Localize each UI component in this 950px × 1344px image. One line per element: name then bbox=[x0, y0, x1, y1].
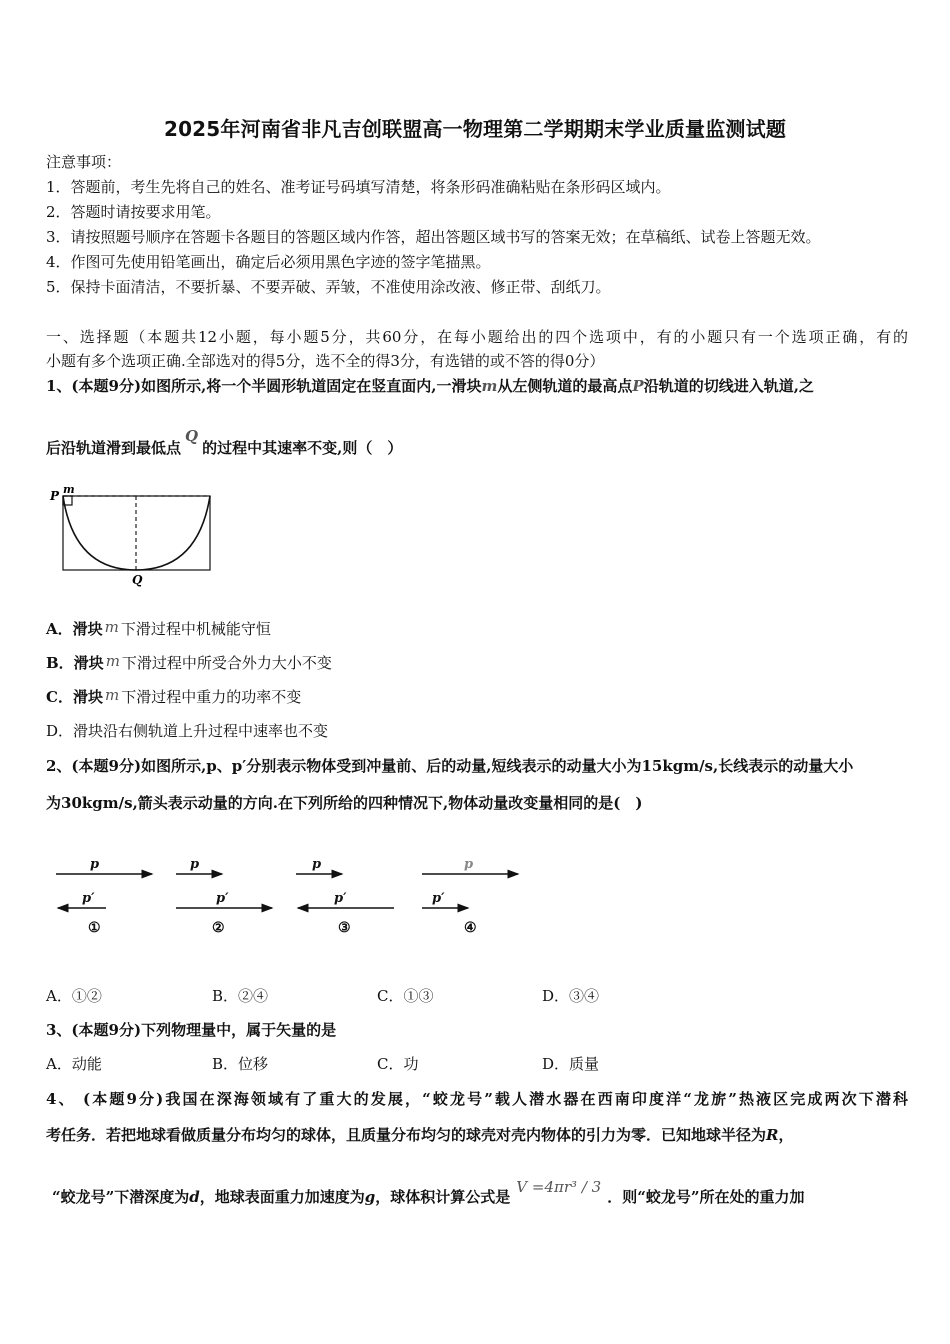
q1-option-c-var-m: m bbox=[104, 686, 120, 704]
q1-figure-label-m: m bbox=[63, 484, 75, 496]
q1-stem-line1 bbox=[46, 376, 814, 396]
q1-option-b-var-m: m bbox=[105, 652, 120, 670]
section-instructions-line2: 小题有多个选项正确.全部选对的得5分，选不全的得3分，有选错的或不答的得0分） bbox=[46, 352, 605, 370]
notice-heading: 注意事项： bbox=[46, 153, 122, 171]
q4-stem-line3 bbox=[52, 1178, 805, 1207]
q3-option-d: D．质量 bbox=[542, 1055, 600, 1073]
q1-text: 沿轨道的切线进入轨道,之 bbox=[643, 377, 814, 395]
q2-fig3-pprime-label: p′ bbox=[334, 891, 347, 906]
q4-text: 考任务．若把地球看做质量分布均匀的球体，且质量分布均匀的球壳对壳内物体的引力为零．已知地球半径为 bbox=[46, 1126, 767, 1144]
q4-text: ，球体积计算公式是 bbox=[375, 1188, 511, 1206]
q4-text: ．则“蛟龙号”所在处的重力加 bbox=[607, 1188, 805, 1206]
q1-text: 1、(本题9分)如图所示,将一个半圆形轨道固定在竖直面内,一滑块 bbox=[46, 377, 482, 395]
q1-text: 后沿轨道滑到最低点 bbox=[46, 439, 182, 457]
q2-stem-line1 bbox=[46, 756, 853, 776]
notice-item: 3．请按照题号顺序在答题卡各题目的答题区域内作答，超出答题区域书写的答案无效；在草稿纸、试卷上答题无效。 bbox=[46, 228, 821, 246]
q1-option-c-text: C．滑块 bbox=[46, 688, 103, 706]
q2-long-momentum: 30kgm/s bbox=[61, 794, 133, 812]
q1-option-c bbox=[46, 687, 301, 707]
q3-stem: 3、(本题9分)下列物理量中，属于矢量的是 bbox=[46, 1021, 337, 1039]
q2-fig3-p-label: p bbox=[312, 857, 322, 872]
q2-fig2-number: ② bbox=[212, 920, 225, 936]
q4-text: ， bbox=[778, 1126, 794, 1144]
q2-text: ,箭头表示动量的方向.在下列所给的四种情况下,物体动量改变量相同的是( ) bbox=[132, 794, 643, 812]
notice-item: 4．作图可先使用铅笔画出，确定后必须用黑色字迹的签字笔描黑。 bbox=[46, 253, 491, 271]
q2-stem-line2 bbox=[46, 793, 642, 813]
page-title: 2025年河南省非凡吉创联盟高一物理第二学期期末学业质量监测试题 bbox=[163, 117, 787, 141]
q1-figure-label-p: P bbox=[50, 489, 60, 503]
q2-text: ,长线表示的动量大小 bbox=[713, 757, 854, 775]
q1-option-b bbox=[46, 653, 332, 673]
q1-option-c-text: 下滑过程中重力的功率不变 bbox=[121, 688, 302, 706]
q3-option-a: A．动能 bbox=[46, 1055, 102, 1073]
q2-short-momentum: 15kgm/s bbox=[641, 757, 714, 775]
q1-var-p: P bbox=[632, 377, 644, 395]
q2-fig4-pprime-label: p′ bbox=[432, 891, 445, 906]
q1-var-m: m bbox=[481, 377, 498, 395]
q1-option-a-text: A．滑块 bbox=[46, 620, 103, 638]
q2-fig1-p-label: p bbox=[90, 857, 100, 872]
notice-item: 1．答题前，考生先将自己的姓名、准考证号码填写清楚，将条形码准确粘贴在条形码区域内。 bbox=[46, 178, 671, 196]
section-instructions-line1: 一、选择题（本题共12小题，每小题5分，共60分，在每小题给出的四个选项中，有的小题只有一个选项正确，有的 bbox=[46, 328, 908, 346]
q2-text: 2、(本题9分)如图所示,p、p′分别表示物体受到冲量前、后的动量,短线表示的动量大小为 bbox=[46, 757, 642, 775]
q4-var-g: g bbox=[364, 1188, 376, 1206]
q4-stem-line2 bbox=[46, 1125, 794, 1145]
q1-option-a-text: 下滑过程中机械能守恒 bbox=[120, 620, 271, 638]
q2-fig4-p-label: p bbox=[464, 857, 474, 872]
q2-momentum-arrows-figure bbox=[46, 848, 526, 940]
q2-fig4-number: ④ bbox=[464, 920, 477, 936]
q2-option-b: B．②④ bbox=[212, 987, 269, 1005]
q1-option-b-text: B．滑块 bbox=[46, 654, 104, 672]
q2-fig3-number: ③ bbox=[338, 920, 351, 936]
notice-item: 2．答题时请按要求用笔。 bbox=[46, 203, 221, 221]
q3-option-b: B．位移 bbox=[212, 1055, 269, 1073]
q1-figure-label-q: Q bbox=[132, 573, 143, 587]
q2-fig2-p-label: p bbox=[190, 857, 200, 872]
q4-text: ，地球表面重力加速度为 bbox=[199, 1188, 365, 1206]
q4-text: “蛟龙号”下潜深度为 bbox=[52, 1188, 190, 1206]
q4-var-r: R bbox=[766, 1126, 779, 1144]
q1-semicircle-track-figure bbox=[46, 484, 218, 588]
q1-option-d: D．滑块沿右侧轨道上升过程中速率也不变 bbox=[46, 722, 329, 740]
q2-fig1-number: ① bbox=[88, 920, 101, 936]
q2-option-c: C．①③ bbox=[377, 987, 434, 1005]
q4-volume-formula: V =4πr³ / 3 bbox=[516, 1178, 602, 1196]
q2-fig2-pprime-label: p′ bbox=[216, 891, 229, 906]
q3-option-c: C．功 bbox=[377, 1055, 419, 1073]
q1-option-b-text: 下滑过程中所受合外力大小不变 bbox=[121, 654, 332, 672]
q2-option-a: A．①② bbox=[46, 987, 102, 1005]
q2-fig1-pprime-label: p′ bbox=[82, 891, 95, 906]
q1-option-a-var-m: m bbox=[104, 618, 119, 636]
q1-text: 的过程中其速率不变,则（ ） bbox=[202, 439, 403, 457]
q2-option-d: D．③④ bbox=[542, 987, 600, 1005]
q4-stem-line1: 4、 (本题9分)我国在深海领域有了重大的发展，“蛟龙号”载人潜水器在西南印度洋“龙旂”热液区完成两次下潜科 bbox=[46, 1090, 908, 1108]
notice-item: 5．保持卡面清洁，不要折暴、不要弄破、弄皱，不准使用涂改液、修正带、刮纸刀。 bbox=[46, 278, 611, 296]
q1-stem-line2 bbox=[46, 427, 403, 458]
q1-option-a bbox=[46, 619, 271, 639]
q4-var-d: d bbox=[189, 1188, 200, 1206]
q1-var-q: Q bbox=[185, 427, 199, 445]
q2-text: 为 bbox=[46, 794, 62, 812]
q1-text: 从左侧轨道的最高点 bbox=[497, 377, 633, 395]
